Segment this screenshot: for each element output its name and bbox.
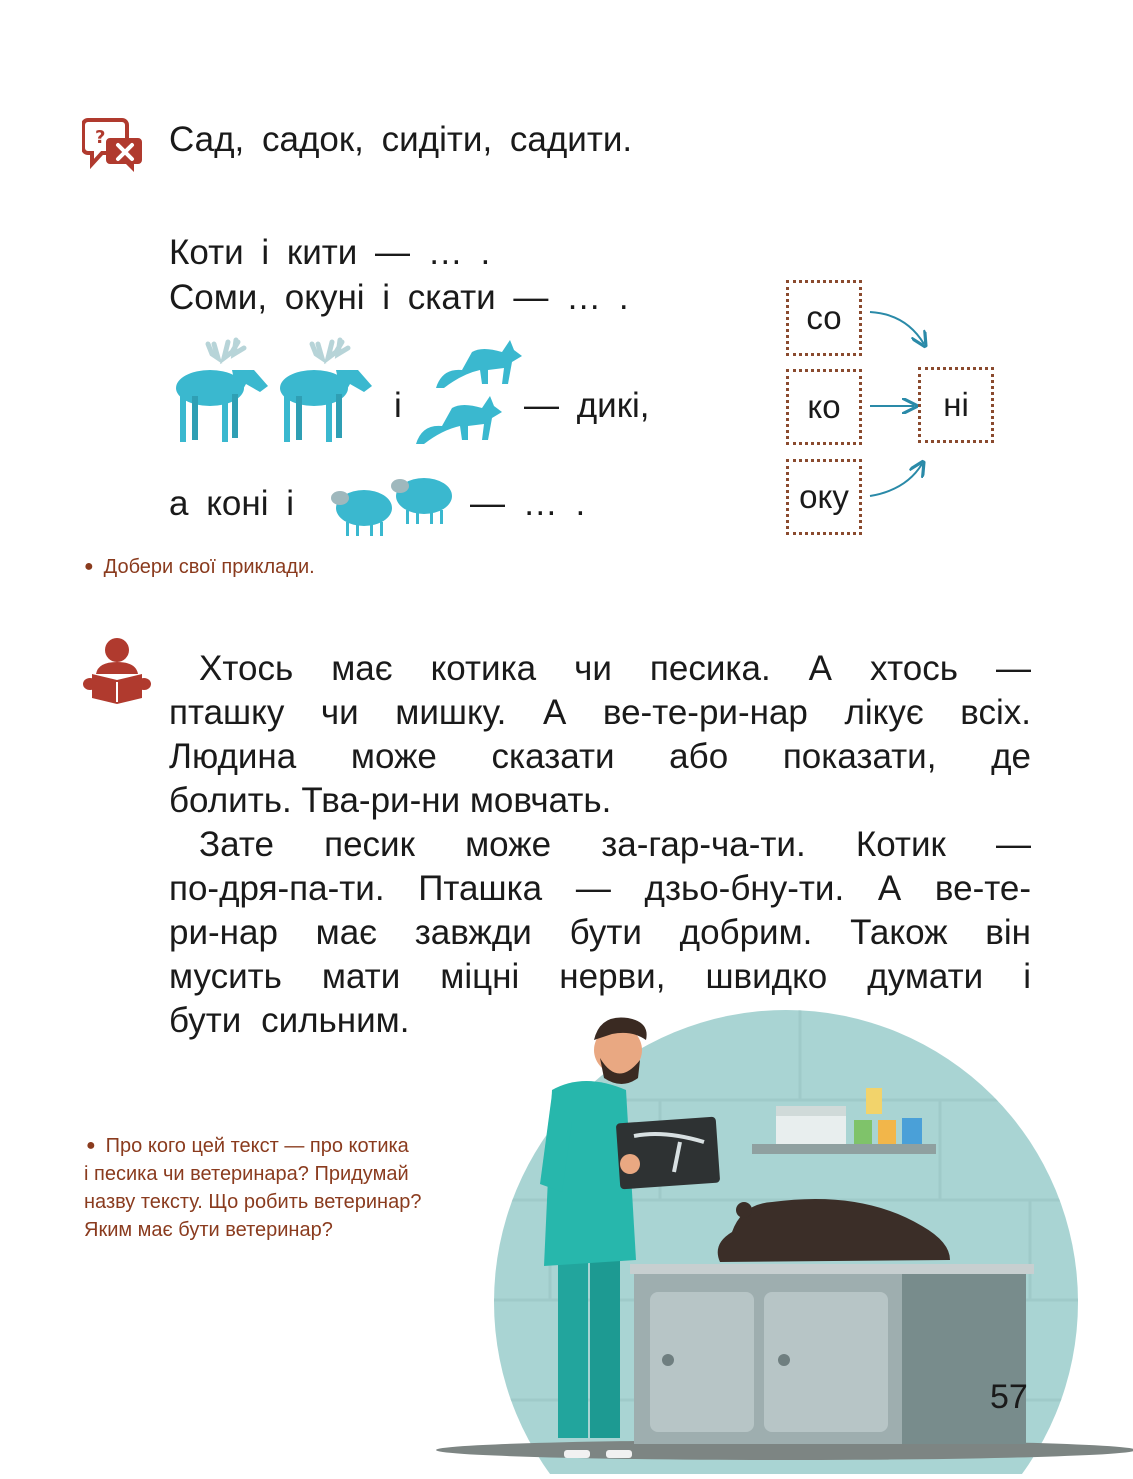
text-line: Хтось має котика чи песика. А хтось — xyxy=(199,649,1031,688)
speech-quiz-icon xyxy=(82,118,144,174)
fox-picture xyxy=(432,336,522,398)
reading-person-icon xyxy=(82,636,152,704)
sheep-picture xyxy=(330,486,394,538)
syllable-box: ко xyxy=(786,369,862,445)
bullet-icon: ● xyxy=(84,558,94,575)
reading-text xyxy=(169,647,1031,1043)
svg-text:?: ? xyxy=(95,127,106,148)
task-2-line: назву тексту. Що робить ветеринар? xyxy=(84,1191,422,1213)
task-2 xyxy=(84,1132,484,1244)
header-line: Сад, садок, сидіти, садити. xyxy=(169,120,633,159)
sheep-picture xyxy=(390,474,454,526)
fox-picture xyxy=(412,392,502,454)
text-line: Людина може сказати або показати, де xyxy=(169,737,1031,776)
task-1 xyxy=(84,553,315,581)
task-2-line: Про кого цей текст — про котика xyxy=(105,1135,409,1157)
riddle-line-1: Коти і кити — … . xyxy=(169,233,491,272)
text-line: мусить мати міцні нерви, швидко думати і xyxy=(169,957,1031,996)
text-line: по-дря-па-ти. Пташка — дзьо-бну-ти. А ве-те- xyxy=(169,869,1031,908)
page-number: 57 xyxy=(990,1378,1028,1416)
and-word: і xyxy=(394,386,402,425)
task-2-line: Яким має бути ветеринар? xyxy=(84,1219,333,1241)
text-line: пташку чи мишку. А ве-те-ри-нар лікує всіх. xyxy=(169,693,1031,732)
wild-tail: — дикі, xyxy=(524,386,650,425)
task-2-line: і песика чи ветеринара? Придумай xyxy=(84,1163,409,1185)
moose-picture xyxy=(166,336,274,448)
bullet-icon: ● xyxy=(86,1137,96,1154)
syllable-box: со xyxy=(786,280,862,356)
syllable-box: оку xyxy=(786,459,862,535)
riddle-line-2: Соми, окуні і скати — … . xyxy=(169,278,629,317)
moose-picture xyxy=(270,336,378,448)
riddle-line-4-tail: — … . xyxy=(470,484,586,523)
syllable-arrows xyxy=(862,300,932,510)
text-line: болить. Тва-ри-ни мовчать. xyxy=(169,781,612,820)
text-line: ри-нар має завжди бути добрим. Також він xyxy=(169,913,1031,952)
riddle-line-4-start: а коні і xyxy=(169,484,294,523)
task-1-text: Добери свої приклади. xyxy=(103,556,315,578)
syllable-box-target: ні xyxy=(918,367,994,443)
text-line: Зате песик може за-гар-ча-ти. Котик — xyxy=(199,825,1031,864)
text-line: бути сильним. xyxy=(169,1001,410,1040)
